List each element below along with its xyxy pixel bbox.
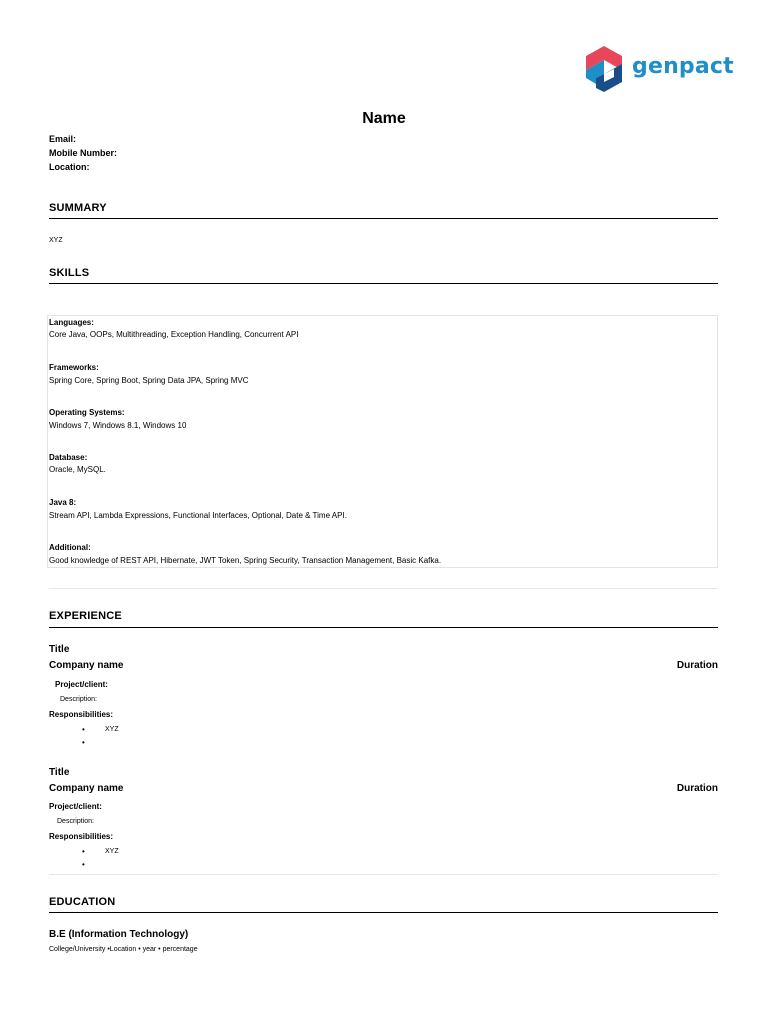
responsibility-item: XYZ — [105, 726, 119, 733]
experience-divider — [49, 627, 718, 628]
skill-value-database: Oracle, MySQL. — [49, 465, 106, 474]
skill-label-java8: Java 8: — [49, 498, 77, 507]
bullet-marker: • — [82, 860, 85, 869]
mobile-label: Mobile Number: — [49, 148, 118, 158]
responsibility-item: XYZ — [105, 848, 119, 855]
project-client-label: Project/client: — [49, 802, 102, 811]
skills-divider — [49, 283, 718, 284]
skill-value-languages: Core Java, OOPs, Multithreading, Exception Handling, Concurrent API — [49, 330, 299, 339]
location-label: Location: — [49, 162, 90, 172]
job-title: Title — [49, 644, 70, 655]
responsibilities-label: Responsibilities: — [49, 832, 114, 841]
degree-title: B.E (Information Technology) — [49, 929, 189, 940]
skill-value-java8: Stream API, Lambda Expressions, Functional Interfaces, Optional, Date & Time API. — [49, 511, 347, 520]
skill-label-database: Database: — [49, 453, 88, 462]
skill-value-additional: Good knowledge of REST API, Hibernate, JWT Token, Spring Security, Transaction Management, Basic Kafka. — [49, 556, 442, 565]
bullet-marker: • — [82, 725, 85, 734]
job-duration: Duration — [676, 660, 718, 671]
job-title: Title — [49, 767, 70, 778]
skills-heading: SKILLS — [49, 267, 90, 279]
candidate-name: Name — [362, 110, 406, 127]
company-name: Company name — [49, 783, 124, 794]
summary-divider — [49, 218, 718, 219]
skill-value-os: Windows 7, Windows 8.1, Windows 10 — [49, 421, 187, 430]
summary-text: XYZ — [49, 237, 63, 244]
degree-details: College/University •Location • year • percentage — [49, 946, 198, 953]
description-label: Description: — [60, 696, 97, 703]
skill-label-frameworks: Frameworks: — [49, 363, 99, 372]
logo-wordmark: genpact — [632, 54, 734, 79]
experience-bottom-divider — [49, 874, 718, 875]
company-name: Company name — [49, 660, 124, 671]
bullet-marker: • — [82, 738, 85, 747]
education-divider — [49, 912, 718, 913]
skill-label-additional: Additional: — [49, 543, 91, 552]
skills-bottom-divider — [49, 588, 718, 589]
genpact-logo — [584, 44, 734, 100]
skills-table — [47, 315, 718, 568]
summary-heading: SUMMARY — [49, 202, 107, 214]
skill-value-frameworks: Spring Core, Spring Boot, Spring Data JPA, Spring MVC — [49, 376, 249, 385]
education-heading: EDUCATION — [49, 896, 116, 908]
experience-heading: EXPERIENCE — [49, 610, 122, 622]
email-label: Email: — [49, 134, 77, 144]
genpact-logo-icon — [584, 44, 624, 96]
description-label: Description: — [57, 818, 94, 825]
job-duration: Duration — [676, 783, 718, 794]
project-client-label: Project/client: — [55, 680, 108, 689]
bullet-marker: • — [82, 847, 85, 856]
skill-label-languages: Languages: — [49, 318, 94, 327]
skill-label-os: Operating Systems: — [49, 408, 125, 417]
responsibilities-label: Responsibilities: — [49, 710, 114, 719]
